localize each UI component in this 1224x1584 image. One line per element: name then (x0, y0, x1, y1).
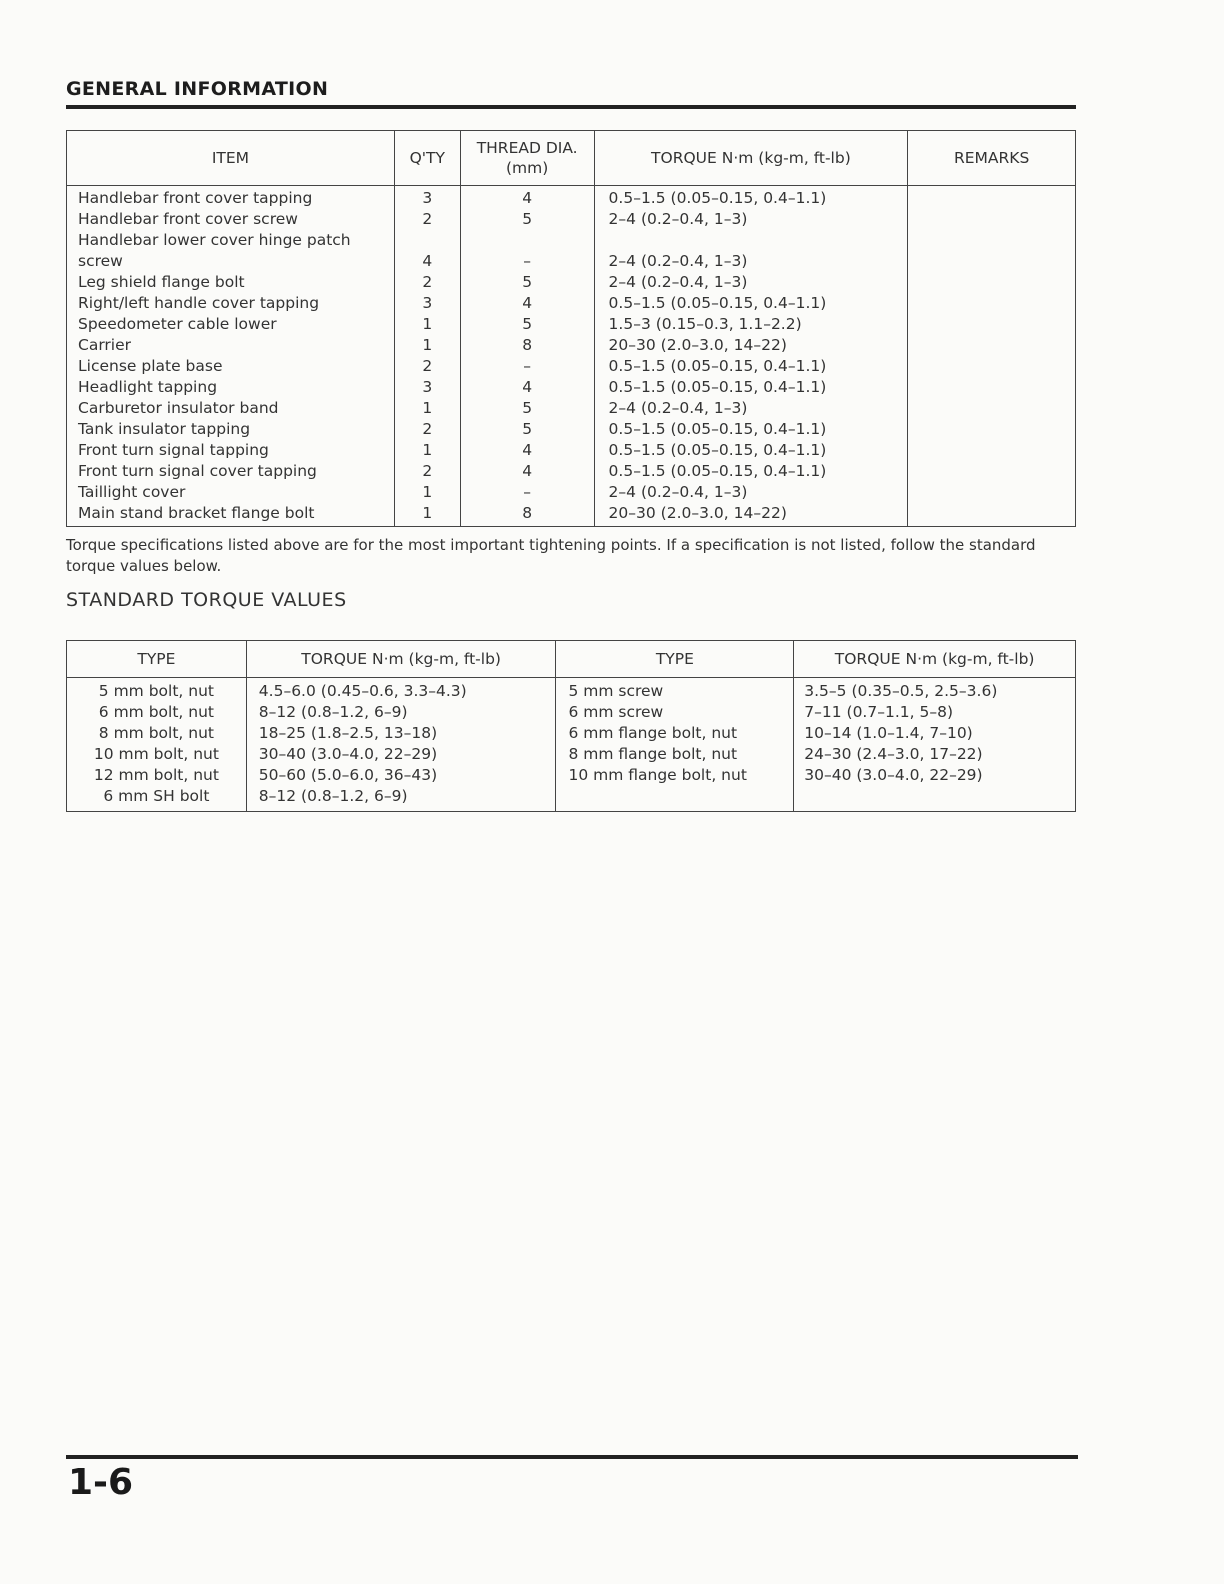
cell-qty: 2 (394, 419, 460, 440)
cell-remarks (908, 272, 1076, 293)
cell-thread: 8 (460, 335, 594, 356)
cell-torque: 1.5–3 (0.15–0.3, 1.1–2.2) (594, 314, 908, 335)
cell-torque: 0.5–1.5 (0.05–0.15, 0.4–1.1) (594, 293, 908, 314)
cell-item: Headlight tapping (67, 377, 395, 398)
cell-thread: 4 (460, 461, 594, 482)
cell-qty: 1 (394, 398, 460, 419)
cell-qty: 2 (394, 209, 460, 230)
column-header-torque-right: TORQUE N·m (kg-m, ft-lb) (794, 641, 1076, 678)
cell-remarks (908, 230, 1076, 251)
cell-torque-left: 30–40 (3.0–4.0, 22–29) (246, 744, 556, 765)
cell-torque: 0.5–1.5 (0.05–0.15, 0.4–1.1) (594, 356, 908, 377)
page-section-title: GENERAL INFORMATION (66, 78, 329, 100)
cell-type-left: 5 mm bolt, nut (67, 678, 247, 703)
cell-torque: 0.5–1.5 (0.05–0.15, 0.4–1.1) (594, 419, 908, 440)
table-row (67, 293, 1076, 314)
standard-torque-table (66, 640, 1076, 812)
table-row (67, 744, 1076, 765)
cell-thread: – (460, 251, 594, 272)
cell-item: License plate base (67, 356, 395, 377)
torque-spec-table (66, 130, 1076, 527)
table-row (67, 440, 1076, 461)
column-header-torque: TORQUE N·m (kg-m, ft-lb) (594, 131, 908, 186)
cell-item: Handlebar front cover tapping (67, 186, 395, 210)
cell-type-right: 6 mm flange bolt, nut (556, 723, 794, 744)
cell-torque-right: 10–14 (1.0–1.4, 7–10) (794, 723, 1076, 744)
table-row (67, 461, 1076, 482)
torque-note: Torque specifications listed above are for the most important tightening points. If a specification is not listed, follow the standard torque values below. (66, 536, 1036, 575)
cell-torque-right (794, 786, 1076, 812)
cell-qty (394, 230, 460, 251)
page-number: 1-6 (68, 1462, 134, 1503)
cell-thread: 5 (460, 398, 594, 419)
cell-item: Tank insulator tapping (67, 419, 395, 440)
cell-remarks (908, 482, 1076, 503)
cell-thread: 5 (460, 419, 594, 440)
table-row (67, 356, 1076, 377)
cell-torque: 20–30 (2.0–3.0, 14–22) (594, 503, 908, 527)
cell-torque-right: 7–11 (0.7–1.1, 5–8) (794, 702, 1076, 723)
table-header-row (67, 641, 1076, 678)
table-row (67, 314, 1076, 335)
cell-thread: 4 (460, 293, 594, 314)
cell-type-left: 12 mm bolt, nut (67, 765, 247, 786)
cell-qty: 3 (394, 293, 460, 314)
cell-remarks (908, 398, 1076, 419)
cell-remarks (908, 186, 1076, 210)
cell-torque: 2–4 (0.2–0.4, 1–3) (594, 209, 908, 230)
cell-item: Carrier (67, 335, 395, 356)
cell-type-left: 6 mm SH bolt (67, 786, 247, 812)
cell-remarks (908, 440, 1076, 461)
cell-qty: 4 (394, 251, 460, 272)
cell-qty: 3 (394, 186, 460, 210)
cell-remarks (908, 335, 1076, 356)
cell-thread: – (460, 482, 594, 503)
table-row (67, 230, 1076, 251)
cell-item: Right/left handle cover tapping (67, 293, 395, 314)
table-row (67, 678, 1076, 703)
cell-torque: 2–4 (0.2–0.4, 1–3) (594, 482, 908, 503)
table-header-row (67, 131, 1076, 186)
cell-torque-right: 24–30 (2.4–3.0, 17–22) (794, 744, 1076, 765)
table-row (67, 786, 1076, 812)
cell-torque-left: 18–25 (1.8–2.5, 13–18) (246, 723, 556, 744)
cell-type-right: 8 mm flange bolt, nut (556, 744, 794, 765)
cell-thread: 4 (460, 377, 594, 398)
column-header-torque-left: TORQUE N·m (kg-m, ft-lb) (246, 641, 556, 678)
column-header-remarks: REMARKS (908, 131, 1076, 186)
cell-item: Speedometer cable lower (67, 314, 395, 335)
cell-type-left: 8 mm bolt, nut (67, 723, 247, 744)
header-rule (66, 105, 1076, 109)
cell-type-right: 10 mm flange bolt, nut (556, 765, 794, 786)
cell-qty: 1 (394, 482, 460, 503)
cell-torque: 0.5–1.5 (0.05–0.15, 0.4–1.1) (594, 377, 908, 398)
column-header-qty: Q'TY (394, 131, 460, 186)
cell-remarks (908, 251, 1076, 272)
cell-type-right: 6 mm screw (556, 702, 794, 723)
table-row (67, 377, 1076, 398)
cell-type-right (556, 786, 794, 812)
cell-item: Handlebar lower cover hinge patch (67, 230, 395, 251)
cell-thread (460, 230, 594, 251)
cell-thread: 5 (460, 314, 594, 335)
cell-item: Handlebar front cover screw (67, 209, 395, 230)
cell-thread: 8 (460, 503, 594, 527)
cell-qty: 3 (394, 377, 460, 398)
cell-thread: 5 (460, 272, 594, 293)
column-header-thread-line2: (mm) (506, 159, 549, 177)
table-row (67, 398, 1076, 419)
cell-remarks (908, 503, 1076, 527)
cell-type-right: 5 mm screw (556, 678, 794, 703)
cell-item: Front turn signal cover tapping (67, 461, 395, 482)
cell-torque-left: 8–12 (0.8–1.2, 6–9) (246, 702, 556, 723)
cell-qty: 1 (394, 314, 460, 335)
table-row (67, 503, 1076, 527)
cell-remarks (908, 209, 1076, 230)
cell-torque (594, 230, 908, 251)
table-row (67, 723, 1076, 744)
table-row (67, 482, 1076, 503)
cell-torque-left: 8–12 (0.8–1.2, 6–9) (246, 786, 556, 812)
cell-torque: 2–4 (0.2–0.4, 1–3) (594, 251, 908, 272)
column-header-thread (460, 131, 594, 186)
cell-qty: 2 (394, 461, 460, 482)
cell-thread: – (460, 356, 594, 377)
cell-type-left: 10 mm bolt, nut (67, 744, 247, 765)
cell-torque: 2–4 (0.2–0.4, 1–3) (594, 398, 908, 419)
table-row (67, 272, 1076, 293)
table-row (67, 251, 1076, 272)
table-row (67, 335, 1076, 356)
table-row (67, 209, 1076, 230)
cell-torque-right: 30–40 (3.0–4.0, 22–29) (794, 765, 1076, 786)
cell-thread: 5 (460, 209, 594, 230)
cell-remarks (908, 419, 1076, 440)
table-row (67, 419, 1076, 440)
column-header-type-right: TYPE (556, 641, 794, 678)
table-row (67, 765, 1076, 786)
cell-torque-left: 4.5–6.0 (0.45–0.6, 3.3–4.3) (246, 678, 556, 703)
cell-remarks (908, 356, 1076, 377)
cell-item: Leg shield flange bolt (67, 272, 395, 293)
cell-torque-left: 50–60 (5.0–6.0, 36–43) (246, 765, 556, 786)
standard-torque-title: STANDARD TORQUE VALUES (66, 589, 347, 611)
cell-item: Taillight cover (67, 482, 395, 503)
footer-rule (66, 1455, 1078, 1459)
column-header-thread-line1: THREAD DIA. (476, 139, 578, 157)
table-row (67, 186, 1076, 210)
cell-torque: 0.5–1.5 (0.05–0.15, 0.4–1.1) (594, 440, 908, 461)
cell-item: screw (67, 251, 395, 272)
cell-torque: 0.5–1.5 (0.05–0.15, 0.4–1.1) (594, 186, 908, 210)
column-header-type-left: TYPE (67, 641, 247, 678)
column-header-item: ITEM (67, 131, 395, 186)
cell-remarks (908, 314, 1076, 335)
cell-remarks (908, 377, 1076, 398)
cell-qty: 1 (394, 440, 460, 461)
cell-remarks (908, 461, 1076, 482)
cell-remarks (908, 293, 1076, 314)
cell-qty: 2 (394, 356, 460, 377)
cell-torque-right: 3.5–5 (0.35–0.5, 2.5–3.6) (794, 678, 1076, 703)
cell-qty: 2 (394, 272, 460, 293)
cell-torque: 2–4 (0.2–0.4, 1–3) (594, 272, 908, 293)
cell-qty: 1 (394, 335, 460, 356)
table-row (67, 702, 1076, 723)
cell-type-left: 6 mm bolt, nut (67, 702, 247, 723)
cell-torque: 20–30 (2.0–3.0, 14–22) (594, 335, 908, 356)
cell-thread: 4 (460, 186, 594, 210)
cell-thread: 4 (460, 440, 594, 461)
cell-item: Front turn signal tapping (67, 440, 395, 461)
cell-item: Carburetor insulator band (67, 398, 395, 419)
cell-torque: 0.5–1.5 (0.05–0.15, 0.4–1.1) (594, 461, 908, 482)
cell-item: Main stand bracket flange bolt (67, 503, 395, 527)
cell-qty: 1 (394, 503, 460, 527)
